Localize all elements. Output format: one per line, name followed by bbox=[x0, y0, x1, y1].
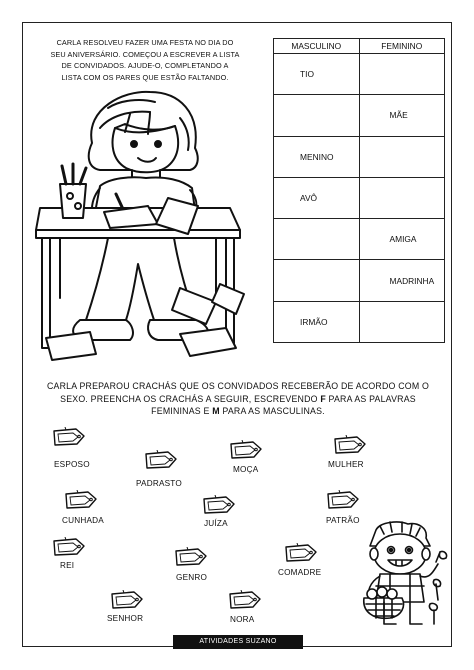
badge-tag-icon bbox=[144, 450, 178, 470]
badge-patrao[interactable] bbox=[326, 490, 360, 510]
word-nora: NORA bbox=[230, 615, 255, 624]
cell-feminine[interactable] bbox=[359, 136, 445, 177]
cell-feminine[interactable]: MADRINHA bbox=[359, 260, 445, 301]
boy-with-basket-illustration bbox=[350, 520, 450, 632]
word-esposo: ESPOSO bbox=[54, 460, 90, 469]
badge-mulher[interactable] bbox=[333, 435, 367, 455]
girl-at-desk-illustration bbox=[30, 88, 250, 368]
gender-pairs-table bbox=[273, 38, 445, 343]
cell-feminine[interactable]: MÃE bbox=[359, 95, 445, 136]
table-row bbox=[274, 136, 445, 177]
table-row bbox=[274, 260, 445, 301]
cell-feminine[interactable] bbox=[359, 54, 445, 95]
badge-nora[interactable] bbox=[228, 590, 262, 610]
badge-tag-icon bbox=[110, 590, 144, 610]
badge-tag-icon bbox=[52, 537, 86, 557]
badge-genro[interactable] bbox=[174, 547, 208, 567]
word-padrasto: PADRASTO bbox=[136, 479, 182, 488]
cell-masculine[interactable]: MENINO bbox=[274, 136, 360, 177]
footer-banner: ATIVIDADES SUZANO bbox=[173, 635, 303, 649]
header-masculino: MASCULINO bbox=[274, 39, 360, 54]
badge-moca[interactable] bbox=[229, 440, 263, 460]
badge-tag-icon bbox=[228, 590, 262, 610]
intro-line: SEU ANIVERSÁRIO. COMEÇOU A ESCREVER A LISTA bbox=[50, 49, 240, 59]
badge-tag-icon bbox=[202, 495, 236, 515]
letter-f: F bbox=[320, 393, 326, 404]
instructions-line-1: CARLA PREPAROU CRACHÁS QUE OS CONVIDADOS RECEBERÃO DE ACORDO COM O bbox=[46, 381, 430, 391]
instructions bbox=[28, 380, 448, 418]
word-juiza: JUÍZA bbox=[204, 519, 228, 528]
badge-juiza[interactable] bbox=[202, 495, 236, 515]
badge-tag-icon bbox=[229, 440, 263, 460]
badge-tag-icon bbox=[64, 490, 98, 510]
badge-tag-icon bbox=[174, 547, 208, 567]
header-feminino: FEMININO bbox=[359, 39, 445, 54]
intro-line: CARLA RESOLVEU FAZER UMA FESTA NO DIA DO bbox=[56, 38, 234, 47]
badge-rei[interactable] bbox=[52, 537, 86, 557]
badge-padrasto[interactable] bbox=[144, 450, 178, 470]
word-cunhada: CUNHADA bbox=[62, 516, 104, 525]
table-row bbox=[274, 177, 445, 218]
table-row bbox=[274, 301, 445, 342]
intro-text bbox=[30, 37, 260, 83]
instructions-line-2: SEXO. PREENCHA OS CRACHÁS A SEGUIR, ESCREVENDO F PARA AS PALAVRAS bbox=[60, 393, 416, 404]
cell-masculine[interactable] bbox=[274, 260, 360, 301]
badge-esposo[interactable] bbox=[52, 427, 86, 447]
cell-feminine[interactable] bbox=[359, 301, 445, 342]
table-row bbox=[274, 54, 445, 95]
table-row bbox=[274, 219, 445, 260]
cell-masculine[interactable]: TIO bbox=[274, 54, 360, 95]
cell-feminine[interactable]: AMIGA bbox=[359, 219, 445, 260]
intro-line: LISTA COM OS PARES QUE ESTÃO FALTANDO. bbox=[61, 72, 229, 82]
table-row bbox=[274, 95, 445, 136]
badge-tag-icon bbox=[284, 543, 318, 563]
word-comadre: COMADRE bbox=[278, 568, 322, 577]
word-mulher: MULHER bbox=[328, 460, 364, 469]
word-rei: REI bbox=[60, 561, 75, 570]
badge-tag-icon bbox=[52, 427, 86, 447]
letter-m: M bbox=[212, 406, 220, 416]
badge-tag-icon bbox=[333, 435, 367, 455]
cell-masculine[interactable] bbox=[274, 95, 360, 136]
word-senhor: SENHOR bbox=[107, 614, 144, 623]
instructions-line-3: FEMININAS E M PARA AS MASCULINAS. bbox=[151, 406, 325, 416]
badge-tag-icon bbox=[326, 490, 360, 510]
intro-line: DE CONVIDADOS. AJUDE-O, COMPLETANDO A bbox=[61, 61, 229, 70]
badge-comadre[interactable] bbox=[284, 543, 318, 563]
cell-masculine[interactable]: AVÔ bbox=[274, 177, 360, 218]
word-patrao: PATRÃO bbox=[326, 516, 360, 525]
word-genro: GENRO bbox=[176, 573, 208, 582]
word-moca: MOÇA bbox=[233, 465, 259, 474]
cell-masculine[interactable] bbox=[274, 219, 360, 260]
badge-cunhada[interactable] bbox=[64, 490, 98, 510]
cell-feminine[interactable] bbox=[359, 177, 445, 218]
badge-senhor[interactable] bbox=[110, 590, 144, 610]
cell-masculine[interactable]: IRMÃO bbox=[274, 301, 360, 342]
